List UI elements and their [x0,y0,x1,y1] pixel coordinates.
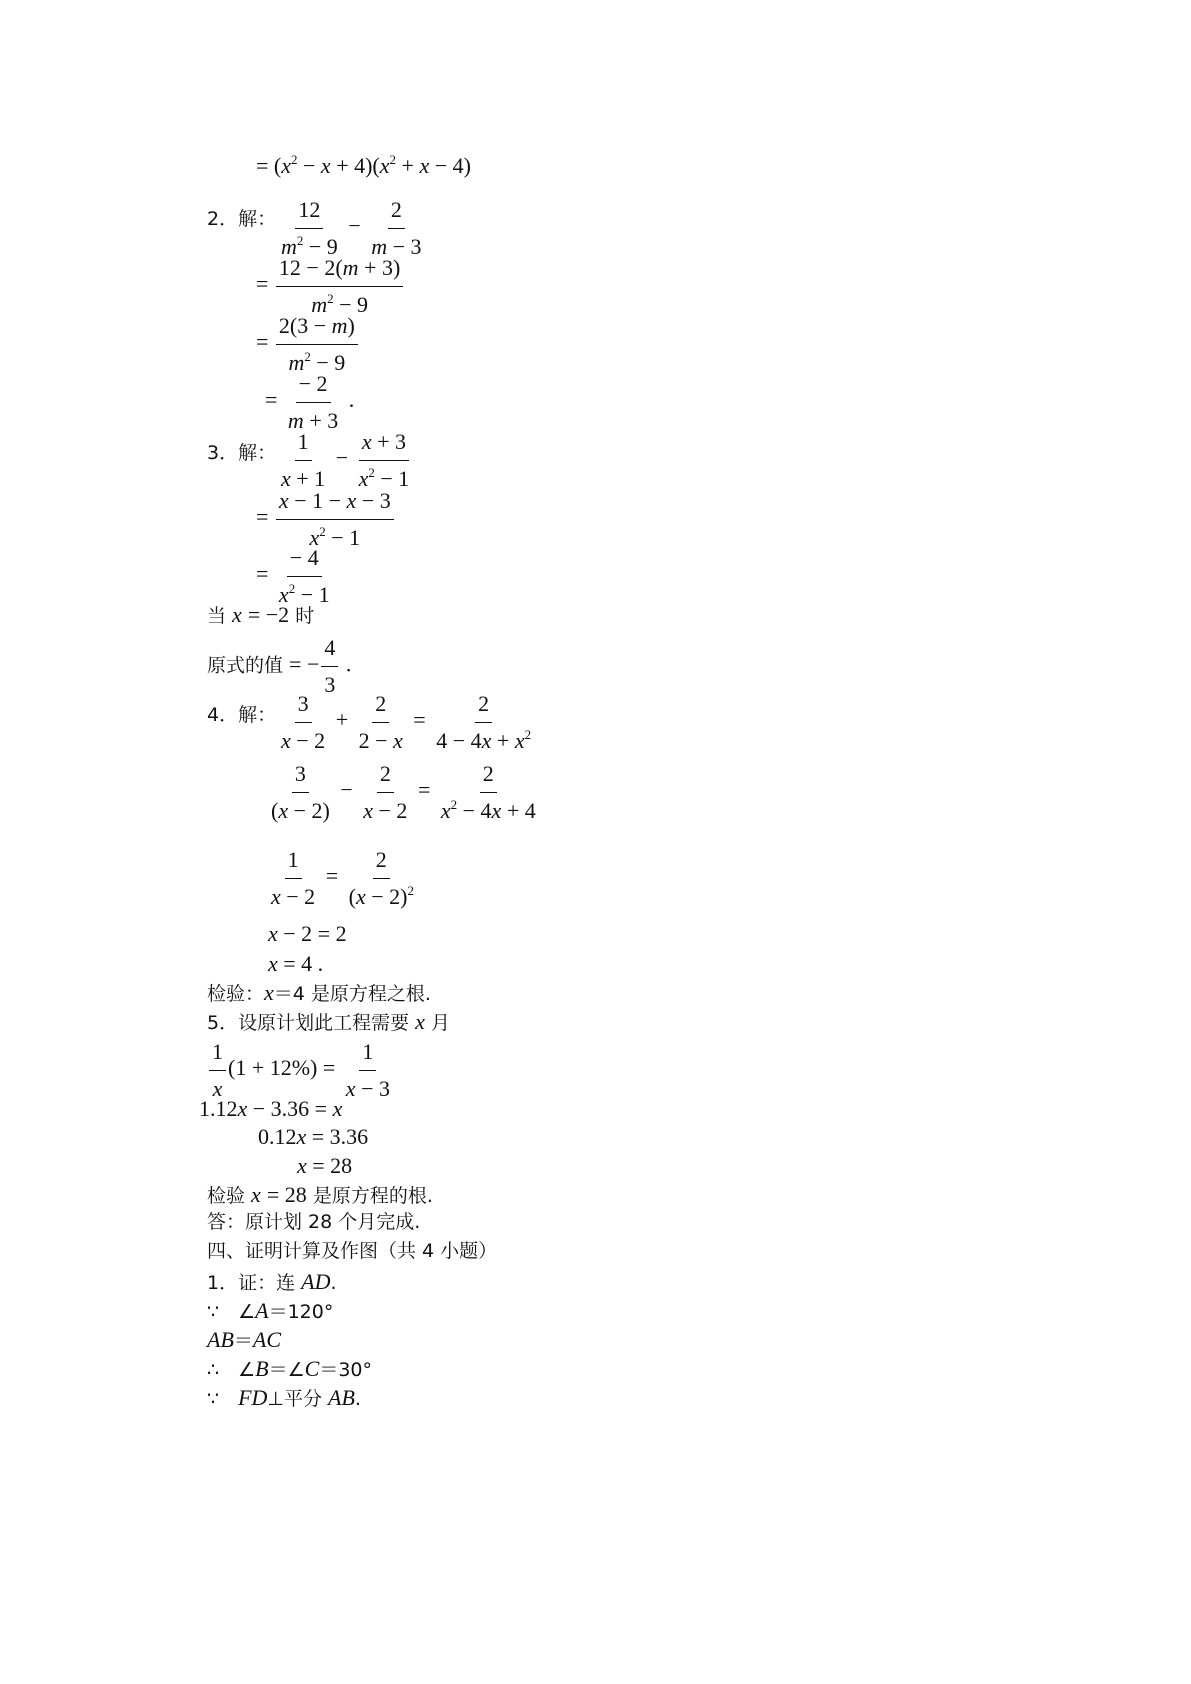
equation-line: $\frac{12}{m^2 - 9}$ − $\frac{2}{m - 3}$ [281,197,422,259]
equation-line: $\frac{1}{x}$ (1 + 12%) = $\frac{1}{x - 3}$ [207,1038,395,1102]
equation-line: = $\frac{12 - 2(m + 3)}{m^2 - 9}$ [256,254,405,318]
equation-line: x − 2 = 2 [268,921,347,946]
text-line: 检验 x = 28 是原方程的根. [207,1182,433,1207]
equation-line: $\frac{3}{x - 2}$ + $\frac{2}{2 - x}$ = $\frac{2}{4 - 4x + x^2}$ [281,691,532,753]
text-line: 答：原计划 28 个月完成. [207,1211,421,1233]
equation-line: = $(x^2 - x + 4)(x^2 + x - 4)$ [256,152,471,178]
section-title: 四、证明计算及作图（共 4 小题） [207,1240,498,1262]
equation-line: $\frac{1}{x + 1}$ − $\frac{x + 3}{x^2 - 1}$ [281,429,410,491]
equation-line: = $\frac{- 4}{x^2 - 1}$ [256,545,330,607]
equation-line: = $\frac{2(3 - m)}{m^2 - 9}$ [256,312,360,376]
text-line: 当 x = −2 时 [207,602,315,627]
text-line: AB＝AC [207,1327,282,1352]
equation-line: = $\frac{- 2}{m + 3}$ . [265,371,355,433]
text-line: ∵ ∠A＝120° [207,1298,334,1323]
text-line: ∴ ∠B＝∠C＝30° [207,1356,372,1381]
equation-line: 1.12x − 3.36 = x [199,1096,343,1121]
equation-line: x = 4 . [268,951,324,976]
text-line: 原式的值 = − $\frac{4}{3}$ . [207,635,352,697]
question-label: 3．解： [207,442,277,464]
text-line: 5．设原计划此工程需要 x 月 [207,1009,450,1034]
equation-line: $\frac{3}{(x - 2)}$ − $\frac{2}{x - 2}$ = $\frac{2}{x^2 - 4x + 4}$ [271,761,536,823]
equation-line: = $\frac{x - 1 - x - 3}{x^2 - 1}$ [256,487,396,551]
question-label: 4．解： [207,704,277,726]
text-line: 检验：x＝4 是原方程之根. [207,980,431,1005]
question-label: 2．解： [207,208,277,230]
text-line: 1．证：连 AD. [207,1269,337,1294]
text-line: ∵ FD⊥平分 AB. [207,1385,361,1410]
equation-line: 0.12x = 3.36 [258,1124,369,1149]
equation-line: $\frac{1}{x - 2}$ = $\frac{2}{(x - 2)^2}$ [271,847,414,909]
equation-line: x = 28 [297,1153,353,1178]
